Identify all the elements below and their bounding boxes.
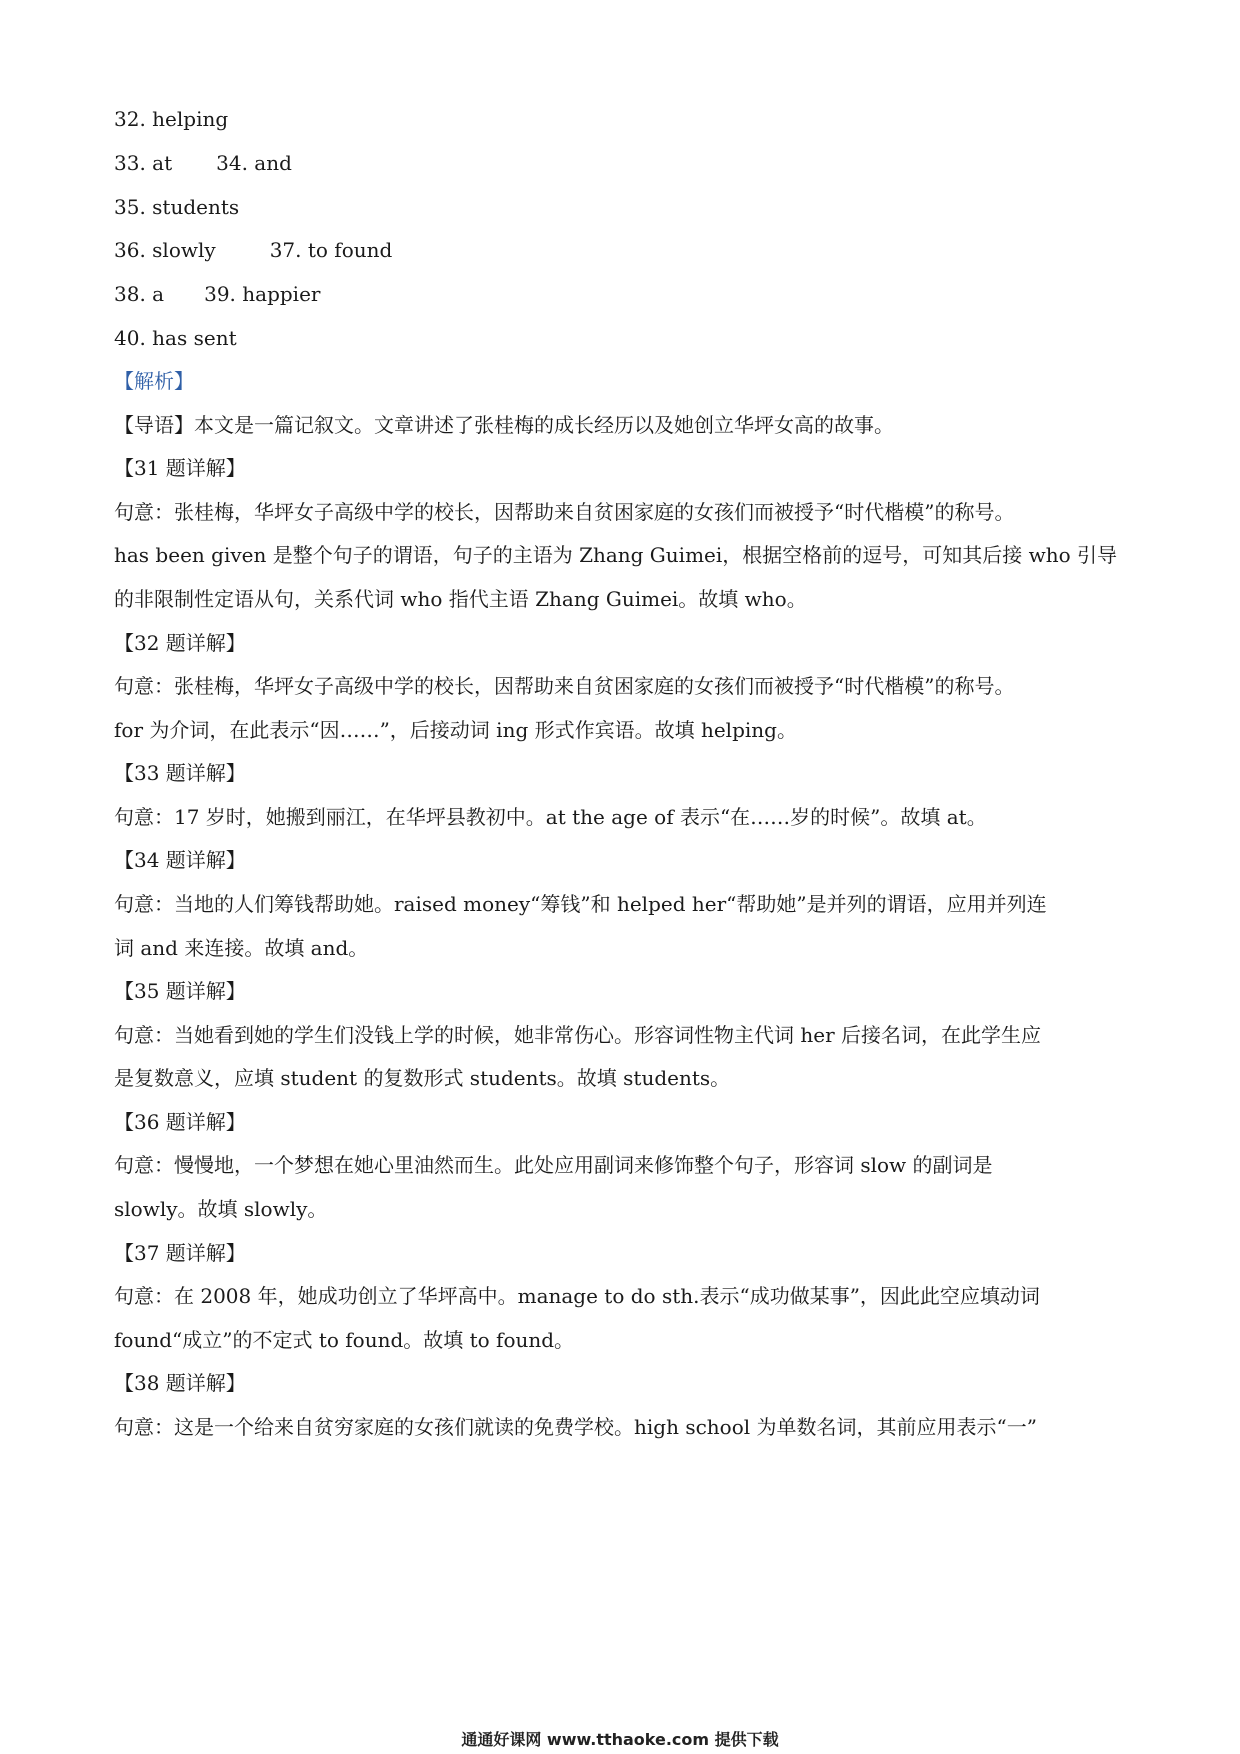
q31-line-2: has been given 是整个句子的谓语，句子的主语为 Zhang Guimei，根据空格前的逗号，可知其后接 who 引导	[114, 543, 1118, 567]
q32-line-2: for 为介词，在此表示“因……”，后接动词 ing 形式作宾语。故填 helping。	[114, 718, 797, 742]
q36-title: 【36 题详解】	[114, 1110, 246, 1134]
q31-title: 【31 题详解】	[114, 456, 246, 480]
answer-39: 39. happier	[204, 282, 321, 306]
answer-38: 38. a	[114, 282, 165, 306]
answer-row-36-37	[114, 237, 1134, 263]
q37-line-1: 句意：在 2008 年，她成功创立了华坪高中。manage to do sth.表示“成功做某事”，因此此空应填动词	[114, 1284, 1040, 1308]
q34-line-2: 词 and 来连接。故填 and。	[114, 936, 369, 960]
q37-line-2: found“成立”的不定式 to found。故填 to found。	[114, 1328, 575, 1352]
q31-line-3: 的非限制性定语从句，关系代词 who 指代主语 Zhang Guimei。故填 who。	[114, 587, 807, 611]
q38-title: 【38 题详解】	[114, 1371, 246, 1395]
answer-row-38-39	[114, 281, 1134, 307]
answer-34: 34. and	[216, 151, 292, 175]
answer-32: 32. helping	[114, 107, 229, 131]
q35-line-2: 是复数意义，应填 student 的复数形式 students。故填 students。	[114, 1066, 731, 1090]
page-footer: 通通好课网 www.tthaoke.com 提供下载	[461, 1730, 779, 1749]
answer-row-33-34	[114, 150, 1134, 176]
q34-title: 【34 题详解】	[114, 848, 246, 872]
answer-35: 35. students	[114, 195, 240, 219]
q31-line-1: 句意：张桂梅，华坪女子高级中学的校长，因帮助来自贫困家庭的女孩们而被授予“时代楷模”的称号。	[114, 500, 1015, 524]
q35-title: 【35 题详解】	[114, 979, 246, 1003]
q32-line-1: 句意：张桂梅，华坪女子高级中学的校长，因帮助来自贫困家庭的女孩们而被授予“时代楷模”的称号。	[114, 674, 1015, 698]
q36-line-1: 句意：慢慢地，一个梦想在她心里油然而生。此处应用副词来修饰整个句子，形容词 slow 的副词是	[114, 1153, 993, 1177]
q38-line-1: 句意：这是一个给来自贫穷家庭的女孩们就读的免费学校。high school 为单数名词，其前应用表示“一”	[114, 1415, 1037, 1439]
q33-line-1: 句意：17 岁时，她搬到丽江，在华坪县教初中。at the age of 表示“在……岁的时候”。故填 at。	[114, 805, 987, 829]
q37-title: 【37 题详解】	[114, 1241, 246, 1265]
q32-title: 【32 题详解】	[114, 631, 246, 655]
answer-40: 40. has sent	[114, 326, 237, 350]
q35-line-1: 句意：当她看到她的学生们没钱上学的时候，她非常伤心。形容词性物主代词 her 后接名词，在此学生应	[114, 1023, 1041, 1047]
q34-line-1: 句意：当地的人们筹钱帮助她。raised money“筹钱”和 helped her“帮助她”是并列的谓语，应用并列连	[114, 892, 1047, 916]
answer-33: 33. at	[114, 151, 173, 175]
answer-36: 36. slowly	[114, 238, 216, 262]
analysis-label: 【解析】	[114, 369, 194, 393]
answer-37: 37. to found	[269, 238, 393, 262]
intro-paragraph: 【导语】本文是一篇记叙文。文章讲述了张桂梅的成长经历以及她创立华坪女高的故事。	[114, 413, 894, 437]
q33-title: 【33 题详解】	[114, 761, 246, 785]
q36-line-2: slowly。故填 slowly。	[114, 1197, 328, 1221]
